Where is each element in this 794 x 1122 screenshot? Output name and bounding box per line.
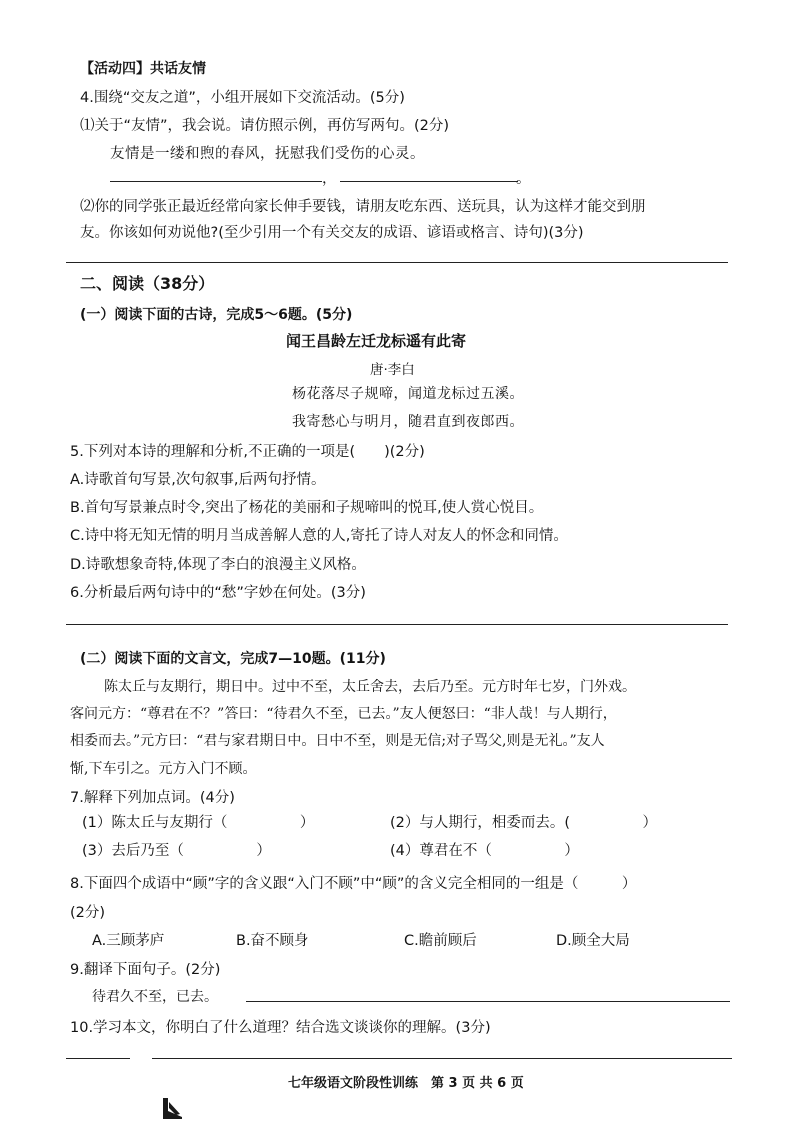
question-8-score: (2分)	[70, 905, 106, 921]
question-5: 5.下列对本诗的理解和分析,不正确的一项是( )(2分)	[70, 444, 425, 460]
q7-item-1: (1）陈太丘与友期行（ ）	[82, 815, 315, 831]
answer-blank-2[interactable]	[340, 181, 518, 182]
question-4-2-line2: 友。你该如何劝说他?(至少引用一个有关交友的成语、谚语或格言、诗句)(3分)	[80, 225, 584, 241]
example-sentence: 友情是一缕和煦的春风，抚慰我们受伤的心灵。	[110, 146, 425, 162]
prose-line-4: 惭,下车引之。元方入门不顾。	[70, 761, 257, 777]
q7-item-2: (2）与人期行，相委而去。( ）	[390, 815, 658, 831]
poem-author: 唐·李白	[370, 362, 415, 378]
question-6: 6.分析最后两句诗中的“愁”字妙在何处。(3分)	[70, 585, 366, 601]
question-4-2-line1: ⑵你的同学张正最近经常向家长伸手要钱，请朋友吃东西、送玩具，认为这样才能交到朋	[80, 199, 646, 215]
question-10: 10.学习本文，你明白了什么道理？结合选文谈谈你的理解。(3分)	[70, 1020, 491, 1036]
q7-item-3: (3）去后乃至（ ）	[82, 843, 271, 859]
q7-item-4: (4）尊君在不（ ）	[390, 843, 579, 859]
prose-line-3: 相委而去。”元方曰：“君与家君期日中。日中不至，则是无信;对子骂父,则是无礼。”友人	[70, 733, 605, 749]
poem-title: 闻王昌龄左迁龙标遥有此寄	[286, 332, 467, 350]
prose-line-1: 陈太丘与友期行，期日中。过中不至，太丘舍去，去后乃至。元方时年七岁，门外戏。	[104, 679, 636, 695]
answer-blank-1[interactable]	[110, 181, 322, 182]
q10-answer-blank-short[interactable]	[66, 1058, 130, 1059]
page-footer: 七年级语文阶段性训练 第 3 页 共 6 页	[288, 1076, 524, 1091]
q8-option-a: A.三顾茅庐	[92, 933, 165, 949]
blank-period: 。	[516, 171, 531, 187]
q10-answer-blank-long[interactable]	[152, 1058, 732, 1059]
q5-option-c: C.诗中将无知无情的明月当成善解人意的人,寄托了诗人对友人的怀念和同情。	[70, 528, 568, 544]
section-title: 二、阅读（38分）	[80, 274, 215, 293]
part2-title: (二）阅读下面的文言文，完成7—10题。(11分)	[80, 651, 386, 667]
q8-option-d: D.顾全大局	[556, 933, 630, 949]
question-4-1: ⑴关于“友情”，我会说。请仿照示例，再仿写两句。(2分)	[80, 118, 450, 134]
q5-option-d: D.诗歌想象奇特,体现了李白的浪漫主义风格。	[70, 557, 366, 573]
divider-line	[66, 262, 728, 263]
q5-option-a: A.诗歌首句写景,次句叙事,后两句抒情。	[70, 472, 326, 488]
q9-sentence: 待君久不至，已去。	[92, 989, 218, 1005]
q8-option-c: C.瞻前顾后	[404, 933, 477, 949]
prose-line-2: 客问元方：“尊君在不？”答曰：“待君久不至，已去。”友人便怒曰：“非人哉！与人期行，	[70, 706, 617, 722]
question-4: 4.围绕“交友之道”，小组开展如下交流活动。(5分)	[80, 90, 405, 106]
poem-line-2: 我寄愁心与明月，随君直到夜郎西。	[292, 414, 524, 430]
activity-heading: 【活动四】共话友情	[80, 61, 206, 77]
answer-line-q6[interactable]	[66, 624, 728, 625]
poem-line-1: 杨花落尽子规啼，闻道龙标过五溪。	[292, 386, 524, 402]
question-9: 9.翻译下面句子。(2分)	[70, 962, 221, 978]
question-7: 7.解释下列加点词。(4分)	[70, 790, 235, 806]
part1-title: (一）阅读下面的古诗，完成5～6题。(5分)	[80, 307, 353, 323]
question-8: 8.下面四个成语中“顾”字的含义跟“入门不顾”中“顾”的含义完全相同的一组是（ ）	[70, 876, 637, 892]
corner-mark-icon	[160, 1096, 186, 1120]
q8-option-b: B.奋不顾身	[236, 933, 309, 949]
blank-comma: ，	[322, 171, 337, 187]
q9-answer-blank[interactable]	[246, 1001, 730, 1002]
q5-option-b: B.首句写景兼点时令,突出了杨花的美丽和子规啼叫的悦耳,使人赏心悦目。	[70, 500, 544, 516]
